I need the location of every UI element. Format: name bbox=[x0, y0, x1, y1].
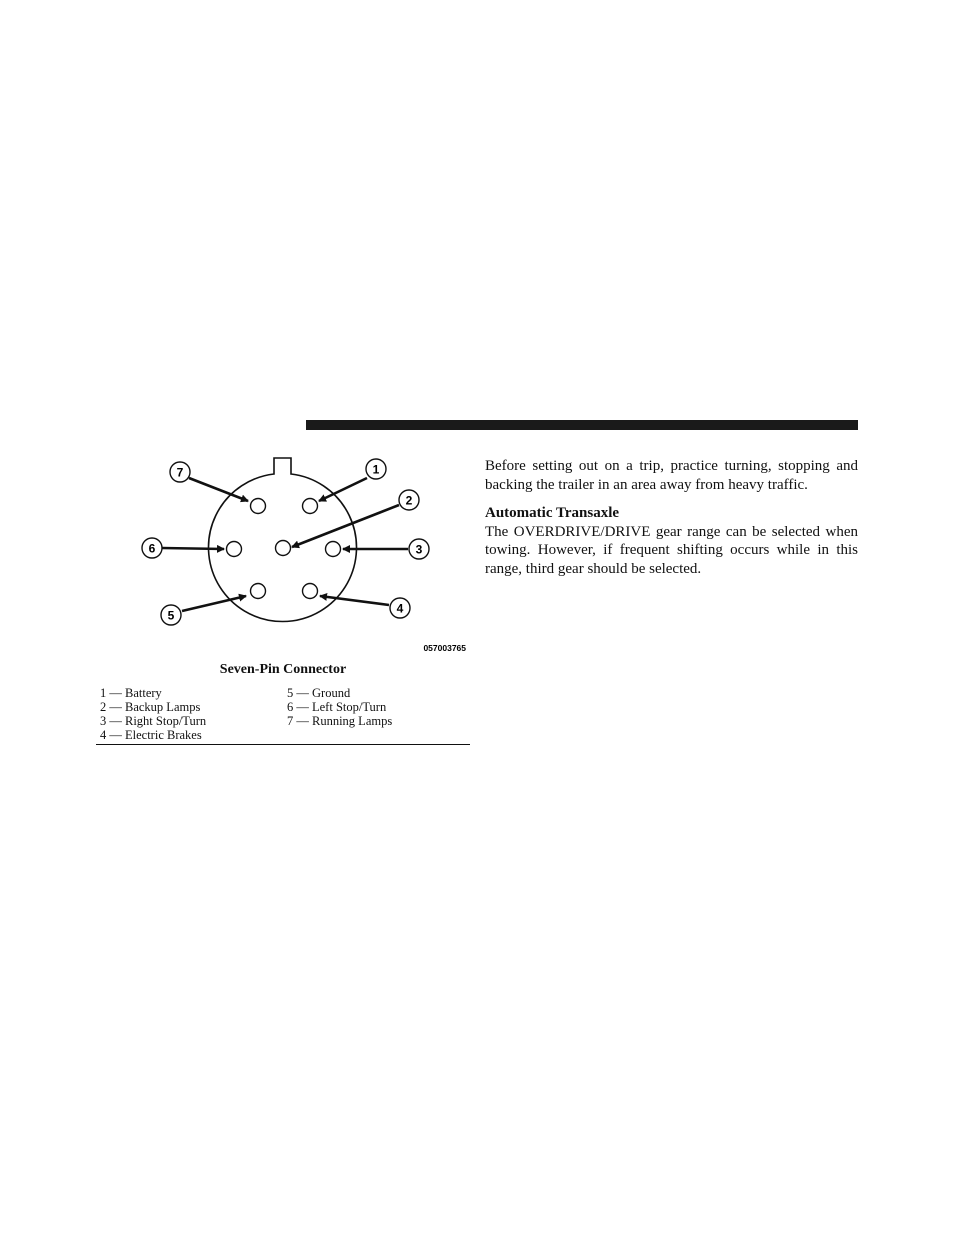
legend-right-column bbox=[287, 686, 392, 728]
section-header-bar bbox=[306, 420, 858, 430]
pin-7-arrow bbox=[189, 478, 248, 501]
legend-item: 5 — Ground bbox=[287, 686, 351, 700]
pin-2-socket bbox=[276, 541, 291, 556]
legend-divider bbox=[96, 744, 470, 745]
figure-id: 057003765 bbox=[423, 643, 466, 653]
pin-3-socket bbox=[326, 542, 341, 557]
legend-item: 3 — Right Stop/Turn bbox=[100, 714, 207, 728]
callout-5 bbox=[161, 605, 181, 625]
pin-1-arrow bbox=[319, 478, 367, 501]
svg-text:4: 4 bbox=[396, 601, 404, 616]
pin-5-socket bbox=[251, 584, 266, 599]
svg-text:3: 3 bbox=[415, 542, 423, 557]
svg-text:7: 7 bbox=[176, 465, 184, 480]
legend-item: 7 — Running Lamps bbox=[287, 714, 393, 728]
callout-3 bbox=[409, 539, 429, 559]
pin-4-socket bbox=[303, 584, 318, 599]
callout-1 bbox=[366, 459, 386, 479]
legend-left-column bbox=[100, 686, 206, 742]
callout-4 bbox=[390, 598, 410, 618]
intro-paragraph: Before setting out on a trip, practice turning, stopping and backing the trailer in an area away from heavy traffic. bbox=[485, 458, 858, 493]
pin-6-arrow bbox=[162, 548, 224, 549]
seven-pin-connector-diagram bbox=[96, 445, 470, 660]
pin-6-socket bbox=[227, 542, 242, 557]
callout-2 bbox=[399, 490, 419, 510]
svg-text:6: 6 bbox=[148, 541, 156, 556]
legend-item: 6 — Left Stop/Turn bbox=[287, 700, 387, 714]
svg-text:5: 5 bbox=[167, 608, 175, 623]
legend-item: 1 — Battery bbox=[100, 686, 162, 700]
svg-text:2: 2 bbox=[405, 493, 413, 508]
callout-7 bbox=[170, 462, 190, 482]
connector-svg bbox=[96, 445, 470, 660]
legend-item: 2 — Backup Lamps bbox=[100, 700, 201, 714]
figure-caption: Seven-Pin Connector bbox=[219, 662, 347, 677]
callout-6 bbox=[142, 538, 162, 558]
body-text-column bbox=[485, 457, 858, 578]
pin-5-arrow bbox=[182, 596, 246, 611]
pin-7-socket bbox=[251, 499, 266, 514]
svg-text:1: 1 bbox=[372, 462, 380, 477]
transaxle-paragraph: The OVERDRIVE/DRIVE gear range can be selected when towing. However, if frequent shifting occurs while in this range, third gear should be selected. bbox=[485, 523, 858, 577]
section-heading: Automatic Transaxle bbox=[485, 505, 620, 521]
legend-item: 4 — Electric Brakes bbox=[100, 728, 202, 742]
pin-1-socket bbox=[303, 499, 318, 514]
